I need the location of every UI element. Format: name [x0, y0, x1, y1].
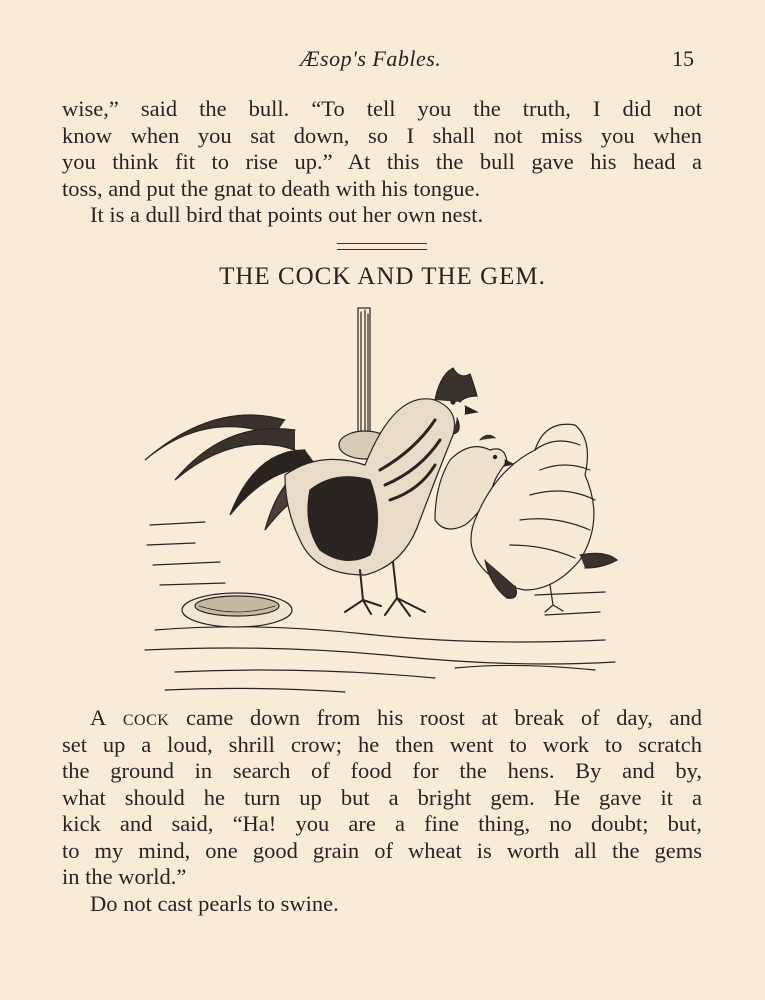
rooster — [145, 368, 477, 616]
page-number: 15 — [672, 46, 694, 71]
cock-and-hens-illustration — [135, 300, 625, 700]
text-line: wise,” said the bull. “To tell you the truth, I did not — [62, 96, 702, 121]
text-line: toss, and put the gnat to death with his tongue. — [62, 175, 481, 201]
double-rule-divider — [337, 243, 427, 250]
text-line: in the world.” — [62, 864, 187, 889]
text-line: know when you sat down, so I shall not miss you when — [62, 122, 702, 148]
running-head — [0, 46, 765, 76]
fable-text — [62, 705, 702, 917]
dish-gem — [182, 593, 292, 627]
text-line: set up a loud, shrill crow; he then went to work to scratch — [62, 731, 702, 757]
opening-line-rest: came down from his roost at break of day, and — [185, 705, 703, 730]
opening-line — [62, 705, 702, 732]
text-line: you think fit to rise up.” At this the bull gave his head a — [62, 149, 702, 174]
prior-fable-ending — [62, 96, 702, 229]
text-line: what should he turn up but a bright gem. He gave it a — [62, 784, 702, 810]
running-title: Æsop's Fables. — [300, 46, 442, 71]
text-line: kick and said, “Ha! you are a fine thing, no doubt; but, — [62, 811, 702, 836]
prior-fable-moral: It is a dull bird that points out her own nest. — [90, 202, 484, 227]
small-caps-word: cock — [122, 705, 170, 730]
fable-title: THE COCK AND THE GEM. — [219, 263, 546, 290]
text-line: the ground in search of food for the hens. By and by, — [62, 758, 702, 783]
drop-word: A — [90, 705, 107, 730]
fable-moral: Do not cast pearls to swine. — [90, 890, 339, 916]
text-line: to my mind, one good grain of wheat is worth all the gems — [62, 837, 702, 863]
